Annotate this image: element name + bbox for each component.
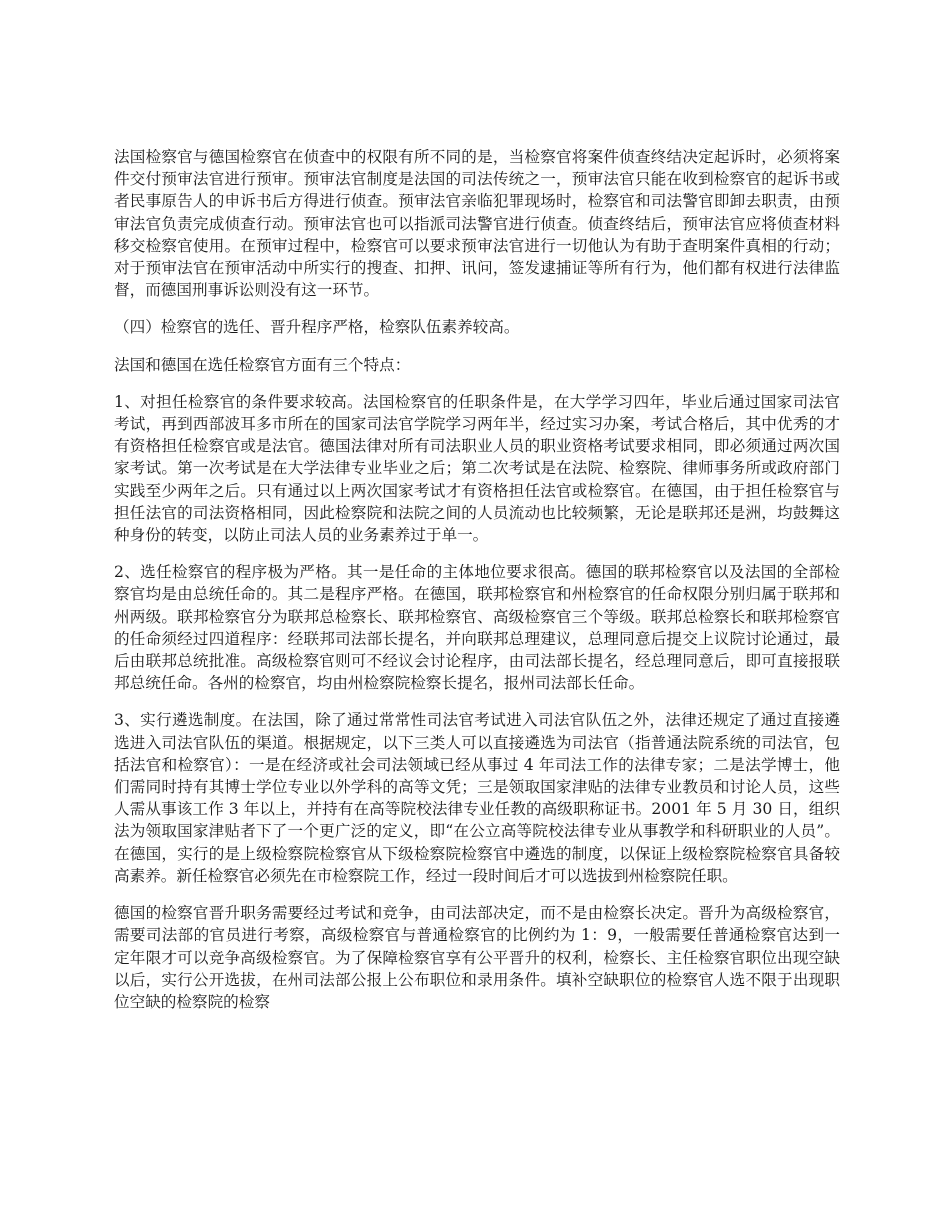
paragraph-intro-features: 法国和德国在选任检察官方面有三个特点： bbox=[114, 355, 411, 374]
paragraph-pretrial-judge: 法国检察官与德国检察官在侦查中的权限有所不同的是，当检察官将案件侦查终结决定起诉时，必须将案件交付预审法官进行预审。预审法官制度是法国的司法传统之一，预审法官只能在收到检察官的起诉书或者民事原告人的申诉书后方得进行侦查。预审法官亲临犯罪现场时，检察官和司法警官即卸去职责，由预审法官负责完成侦查行动。预审法官也可以指派司法警官进行侦查。侦查终结后，预审法官应将侦查材料移交检察官使用。在预审过程中，检察官可以要求预审法官进行一切他认为有助于查明案件真相的行动；对于预审法官在预审活动中所实行的搜查、扣押、讯问，签发逮捕证等所有行为，他们都有权进行法律监督，而德国刑事诉讼则没有这一环节。 bbox=[114, 148, 840, 300]
document-body bbox=[114, 146, 840, 1028]
paragraph-feature-1: 1、对担任检察官的条件要求较高。法国检察官的任职条件是，在大学学习四年，毕业后通过国家司法官考试，再到西部波耳多市所在的国家司法官学院学习两年半，经过实习办案，考试合格后，其中优秀的才有资格担任检察官或是法官。德国法律对所有司法职业人员的职业资格考试要求相同，即必须通过两次国家考试。第一次考试是在大学法律专业毕业之后；第二次考试是在法院、检察院、律师事务所或政府部门实践至少两年之后。只有通过以上两次国家考试才有资格担任法官或检察官。在德国，由于担任检察官与担任法官的司法资格相同，因此检察院和法院之间的人员流动也比较频繁，无论是联邦还是洲，均鼓舞这种身份的转变，以防止司法人员的业务素养过于单一。 bbox=[114, 392, 840, 545]
section-heading-selection: （四）检察官的选任、晋升程序严格，检察队伍素养较高。 bbox=[114, 318, 520, 337]
paragraph-feature-3: 3、实行遴选制度。在法国，除了通过常常性司法官考试进入司法官队伍之外，法律还规定了通过直接遴选进入司法官队伍的渠道。根据规定，以下三类人可以直接遴选为司法官（指普通法院系统的司法官，包括法官和检察官）：一是在经济或社会司法领域已经从事过 4 年司法工作的法律专家；二是法学博士，他们需同时持有其博士学位专业以外学科的高等文凭；三是领取国家津贴的法律专业教员和讨论人员，这些人需从事该工作 3 年以上，并持有在高等院校法律专业任教的高级职称证书。2001 年 5 月 30 日，组织法为领取国家津贴者下了一个更广泛的定义，即“在公立高等院校法律专业从事教学和科研职业的人员”。在德国，实行的是上级检察院检察官从下级检察院检察官中遴选的制度，以保证上级检察院检察官具备较高素养。新任检察官必须先在市检察院工作，经过一段时间后才可以选拔到州检察院任职。 bbox=[114, 711, 840, 885]
paragraph-promotion: 德国的检察官晋升职务需要经过考试和竞争，由司法部决定，而不是由检察长决定。晋升为高级检察官，需要司法部的官员进行考察，高级检察官与普通检察官的比例约为 1：9，一般需要任普通检察官达到一定年限才可以竞争高级检察官。为了保障检察官享有公平晋升的权利，检察长、主任检察官职位出现空缺以后，实行公开选拔，在州司法部公报上公布职位和录用条件。填补空缺职位的检察官人选不限于出现职位空缺的检察院的检察 bbox=[114, 904, 840, 1011]
paragraph-feature-2: 2、选任检察官的程序极为严格。其一是任命的主体地位要求很高。德国的联邦检察官以及法国的全部检察官均是由总统任命的。其二是程序严格。在德国，联邦检察官和州检察官的任命权限分别归属于联邦和州两级。联邦检察官分为联邦总检察长、联邦检察官、高级检察官三个等级。联邦总检察长和联邦检察官的任命须经过四道程序：经联邦司法部长提名，并向联邦总理建议，总理同意后提交上议院讨论通过，最后由联邦总统批准。高级检察官则可不经议会讨论程序，由司法部长提名，经总理同意后，即可直接报联邦总统任命。各州的检察官，均由州检察院检察长提名，报州司法部长任命。 bbox=[114, 563, 840, 693]
